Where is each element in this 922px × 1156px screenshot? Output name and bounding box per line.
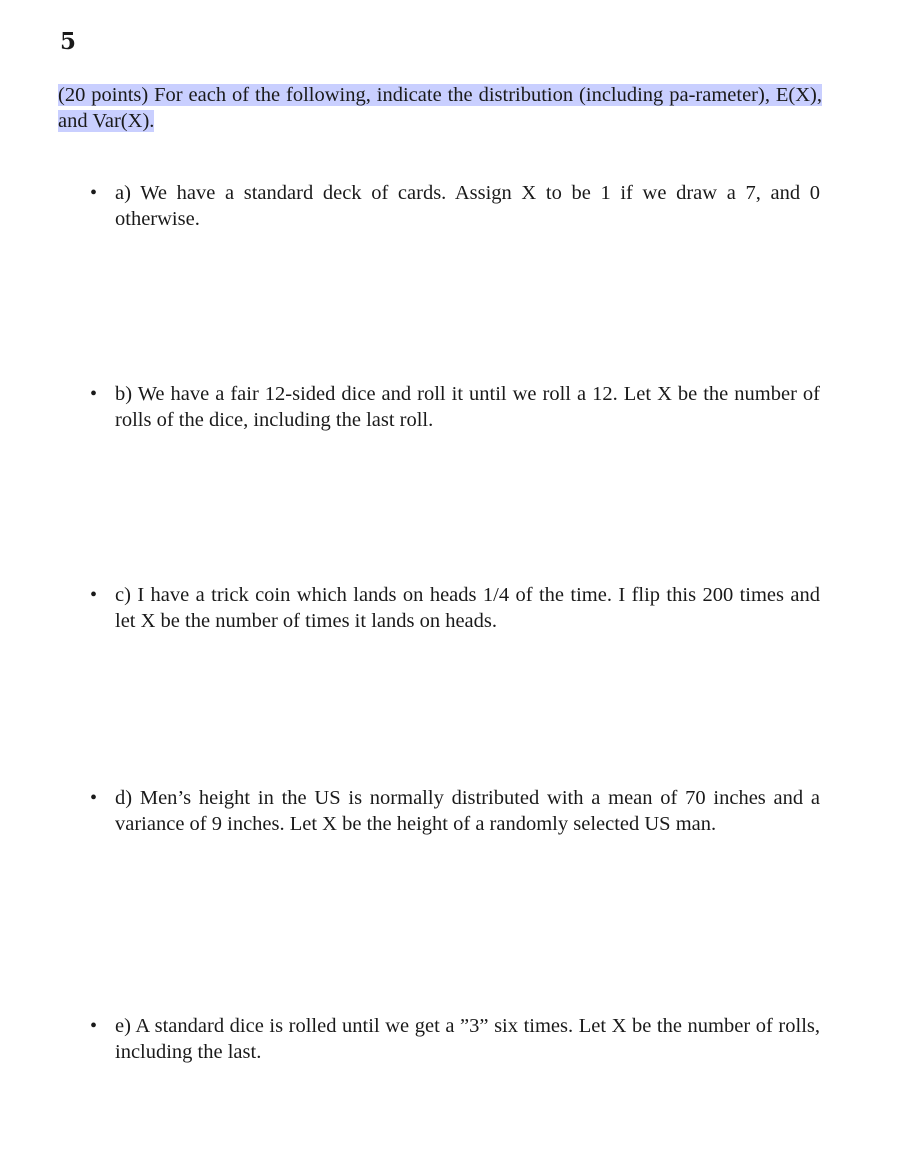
item-text-a: a) We have a standard deck of cards. Assign X to be 1 if we draw a 7, and 0 otherwise. xyxy=(115,182,820,230)
list-item-c xyxy=(90,582,820,634)
bullet-icon: • xyxy=(90,182,98,204)
selected-text-highlight[interactable]: (20 points) For each of the following, indicate the distribution (including pa-rameter), E(X), and Var(X). xyxy=(58,84,822,132)
item-text-b: b) We have a fair 12-sided dice and roll it until we roll a 12. Let X be the number of rolls of the dice, including the last roll. xyxy=(115,383,820,431)
item-text-d: d) Men’s height in the US is normally distributed with a mean of 70 inches and a variance of 9 inches. Let X be the height of a randomly selected US man. xyxy=(115,787,820,835)
list-item-d xyxy=(90,785,820,837)
list-item-e xyxy=(90,1013,820,1065)
item-text-e: e) A standard dice is rolled until we get a ”3” six times. Let X be the number of rolls, including the last. xyxy=(115,1015,820,1063)
problem-intro[interactable] xyxy=(58,82,822,134)
bullet-icon: • xyxy=(90,787,98,809)
list-item-b xyxy=(90,381,820,433)
bullet-icon: • xyxy=(90,584,98,606)
bullet-icon: • xyxy=(90,1015,98,1037)
problem-number: 5 xyxy=(60,28,77,55)
list-item-a xyxy=(90,180,820,232)
item-text-c: c) I have a trick coin which lands on heads 1/4 of the time. I flip this 200 times and let X be the number of times it lands on heads. xyxy=(115,584,820,632)
bullet-icon: • xyxy=(90,383,98,405)
